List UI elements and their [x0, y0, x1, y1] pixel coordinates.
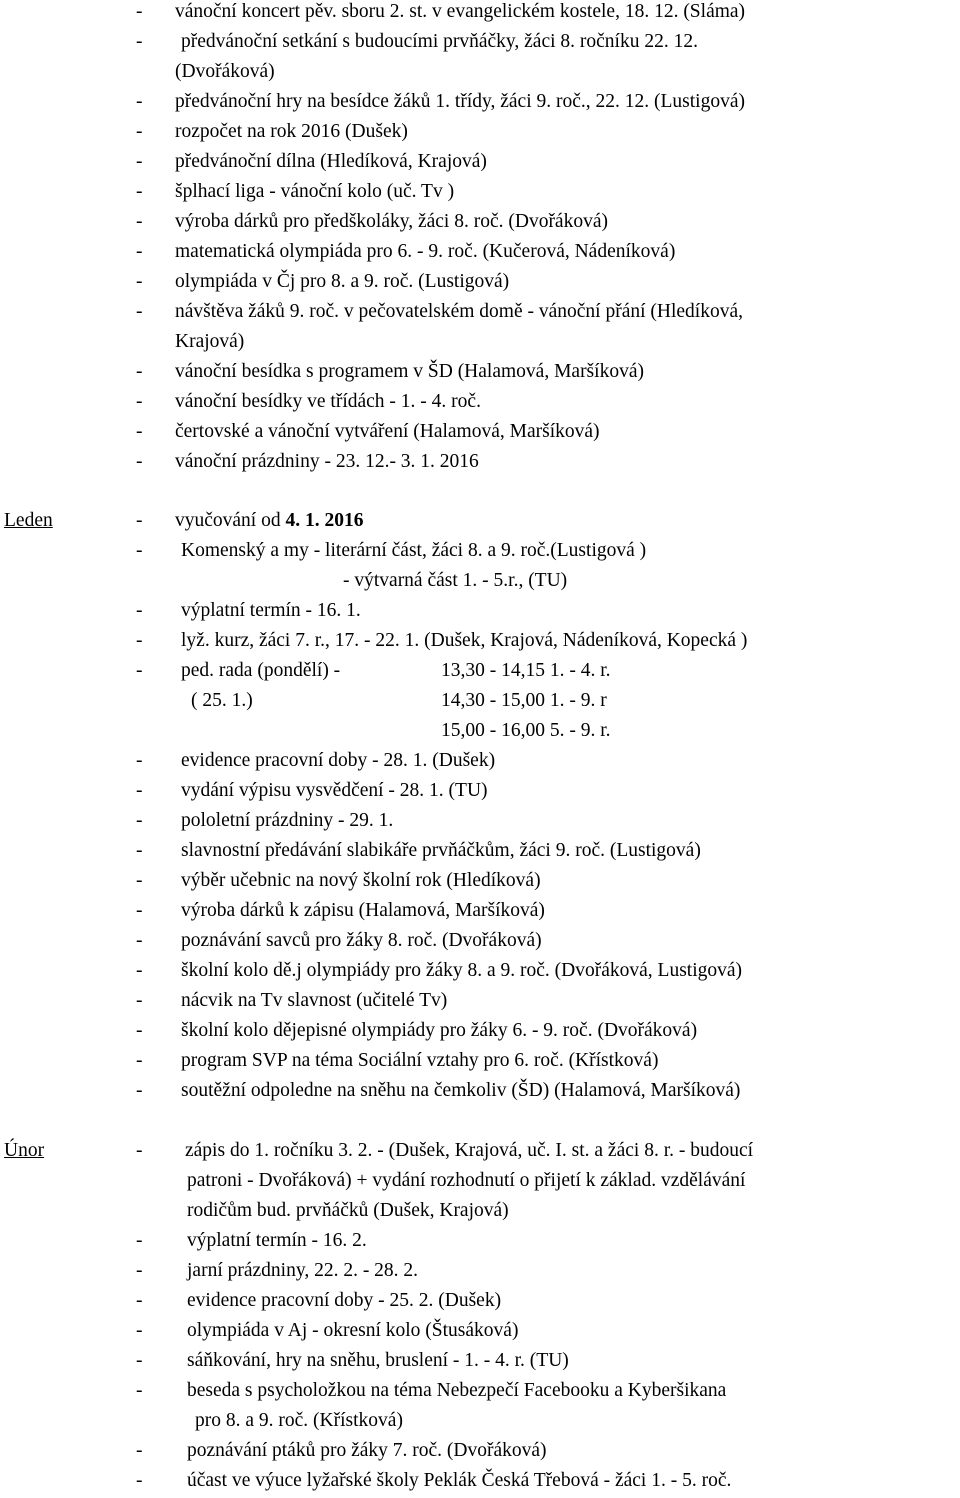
- bullet-dash: -: [136, 990, 143, 1011]
- bullet-dash: -: [136, 1320, 143, 1341]
- list-item: vánoční koncert pěv. sboru 2. st. v evangelickém kostele, 18. 12. (Sláma): [175, 1, 746, 22]
- list-item: poznávání savců pro žáky 8. roč. (Dvořáková): [181, 930, 542, 951]
- bullet-dash: -: [136, 211, 143, 232]
- bullet-dash: -: [136, 421, 143, 442]
- list-item-continuation: patroni - Dvořáková) + vydání rozhodnutí o přijetí k základ. vzdělávání: [187, 1170, 746, 1191]
- list-item: ped. rada (pondělí) -: [181, 660, 341, 681]
- bullet-dash: -: [136, 361, 143, 382]
- bullet-dash: -: [136, 1380, 143, 1401]
- bullet-dash: -: [136, 271, 143, 292]
- bullet-dash: -: [136, 1050, 143, 1071]
- list-item: soutěžní odpoledne na sněhu na čemkoliv (ŠD) (Halamová, Maršíková): [181, 1080, 741, 1101]
- list-item: matematická olympiáda pro 6. - 9. roč. (Kučerová, Nádeníková): [175, 241, 676, 262]
- item-text: vyučování od: [175, 510, 286, 531]
- bullet-dash: -: [136, 1260, 143, 1281]
- list-item: předvánoční hry na besídce žáků 1. třídy, žáci 9. roč., 22. 12. (Lustigová): [175, 91, 746, 112]
- bullet-dash: -: [136, 181, 143, 202]
- bullet-dash: -: [136, 1140, 143, 1161]
- bullet-dash: -: [136, 1080, 143, 1101]
- bullet-dash: -: [136, 31, 143, 52]
- list-item: nácvik na Tv slavnost (učitelé Tv): [181, 990, 448, 1011]
- bullet-dash: -: [136, 750, 143, 771]
- list-item: výběr učebnic na nový školní rok (Hledíková): [181, 870, 541, 891]
- list-item-continuation: pro 8. a 9. roč. (Křístková): [195, 1410, 403, 1431]
- bullet-dash: -: [136, 91, 143, 112]
- list-item: výplatní termín - 16. 1.: [181, 600, 361, 621]
- bullet-dash: -: [136, 870, 143, 891]
- list-item: olympiáda v Čj pro 8. a 9. roč. (Lustigová): [175, 271, 510, 292]
- bullet-dash: -: [136, 660, 143, 681]
- list-item: evidence pracovní doby - 25. 2. (Dušek): [187, 1290, 502, 1311]
- list-item: zápis do 1. ročníku 3. 2. - (Dušek, Krajová, uč. I. st. a žáci 8. r. - budoucí: [185, 1140, 754, 1161]
- list-item: předvánoční setkání s budoucími prvňáčky, žáci 8. ročníku 22. 12.: [181, 31, 698, 52]
- list-item: výroba dárků pro předškoláky, žáci 8. roč. (Dvořáková): [175, 211, 608, 232]
- list-item: lyž. kurz, žáci 7. r., 17. - 22. 1. (Dušek, Krajová, Nádeníková, Kopecká ): [181, 630, 748, 651]
- bullet-dash: -: [136, 1290, 143, 1311]
- bullet-dash: -: [136, 1230, 143, 1251]
- bullet-dash: -: [136, 900, 143, 921]
- list-item-continuation: (Dvořáková): [175, 61, 275, 82]
- schedule-time: 13,30 - 14,15 1. - 4. r.: [441, 660, 611, 681]
- list-item: šplhací liga - vánoční kolo (uč. Tv ): [175, 181, 455, 202]
- bullet-dash: -: [136, 630, 143, 651]
- list-item: vánoční besídka s programem v ŠD (Halamová, Maršíková): [175, 361, 644, 382]
- list-item: vánoční besídky ve třídách - 1. - 4. roč.: [175, 391, 481, 412]
- bullet-dash: -: [136, 241, 143, 262]
- bullet-dash: -: [136, 1470, 143, 1491]
- bullet-dash: -: [136, 1020, 143, 1041]
- list-item: pololetní prázdniny - 29. 1.: [181, 810, 394, 831]
- list-item: rozpočet na rok 2016 (Dušek): [175, 121, 408, 142]
- list-item: výplatní termín - 16. 2.: [187, 1230, 367, 1251]
- list-item: vydání výpisu vysvědčení - 28. 1. (TU): [181, 780, 488, 801]
- schedule-time: 14,30 - 15,00 1. - 9. r: [441, 690, 607, 711]
- bullet-dash: -: [136, 1440, 143, 1461]
- list-item: jarní prázdniny, 22. 2. - 28. 2.: [187, 1260, 419, 1281]
- list-item: návštěva žáků 9. roč. v pečovatelském domě - vánoční přání (Hledíková,: [175, 301, 744, 322]
- list-item: předvánoční dílna (Hledíková, Krajová): [175, 151, 487, 172]
- list-item-continuation: rodičům bud. prvňáčků (Dušek, Krajová): [187, 1200, 509, 1221]
- bullet-dash: -: [136, 510, 143, 531]
- bullet-dash: -: [136, 1, 143, 22]
- bullet-dash: -: [136, 451, 143, 472]
- list-item: olympiáda v Aj - okresní kolo (Štusáková): [187, 1320, 519, 1341]
- list-item: školní kolo dějepisné olympiády pro žáky 6. - 9. roč. (Dvořáková): [181, 1020, 698, 1041]
- list-item: čertovské a vánoční vytváření (Halamová, Maršíková): [175, 421, 600, 442]
- month-heading-february: Únor: [4, 1140, 45, 1161]
- list-item-sub: - výtvarná část 1. - 5.r., (TU): [343, 570, 568, 591]
- list-item-continuation: Krajová): [175, 331, 245, 352]
- list-item: slavnostní předávání slabikáře prvňáčkům, žáci 9. roč. (Lustigová): [181, 840, 701, 861]
- bullet-dash: -: [136, 540, 143, 561]
- list-item: školní kolo dě.j olympiády pro žáky 8. a 9. roč. (Dvořáková, Lustigová): [181, 960, 743, 981]
- start-date: 4. 1. 2016: [285, 510, 364, 531]
- bullet-dash: -: [136, 840, 143, 861]
- list-item: Komenský a my - literární část, žáci 8. a 9. roč.(Lustigová ): [181, 540, 647, 561]
- bullet-dash: -: [136, 121, 143, 142]
- bullet-dash: -: [136, 780, 143, 801]
- schedule-time: 15,00 - 16,00 5. - 9. r.: [441, 720, 611, 741]
- list-item: vánoční prázdniny - 23. 12.- 3. 1. 2016: [175, 451, 479, 472]
- list-item: program SVP na téma Sociální vztahy pro 6. roč. (Křístková): [181, 1050, 659, 1071]
- bullet-dash: -: [136, 810, 143, 831]
- list-item: evidence pracovní doby - 28. 1. (Dušek): [181, 750, 496, 771]
- bullet-dash: -: [136, 151, 143, 172]
- bullet-dash: -: [136, 930, 143, 951]
- bullet-dash: -: [136, 1350, 143, 1371]
- list-item: účast ve výuce lyžařské školy Peklák Česká Třebová - žáci 1. - 5. roč.: [187, 1470, 732, 1491]
- list-item: poznávání ptáků pro žáky 7. roč. (Dvořáková): [187, 1440, 547, 1461]
- list-item: [175, 509, 363, 533]
- list-item: výroba dárků k zápisu (Halamová, Maršíková): [181, 900, 545, 921]
- bullet-dash: -: [136, 600, 143, 621]
- list-item: sáňkování, hry na sněhu, bruslení - 1. - 4. r. (TU): [187, 1350, 569, 1371]
- bullet-dash: -: [136, 960, 143, 981]
- list-item: beseda s psycholožkou na téma Nebezpečí Facebooku a Kyberšikana: [187, 1380, 727, 1401]
- schedule-date: ( 25. 1.): [191, 690, 253, 711]
- month-heading-january: Leden: [4, 510, 53, 531]
- bullet-dash: -: [136, 391, 143, 412]
- bullet-dash: -: [136, 301, 143, 322]
